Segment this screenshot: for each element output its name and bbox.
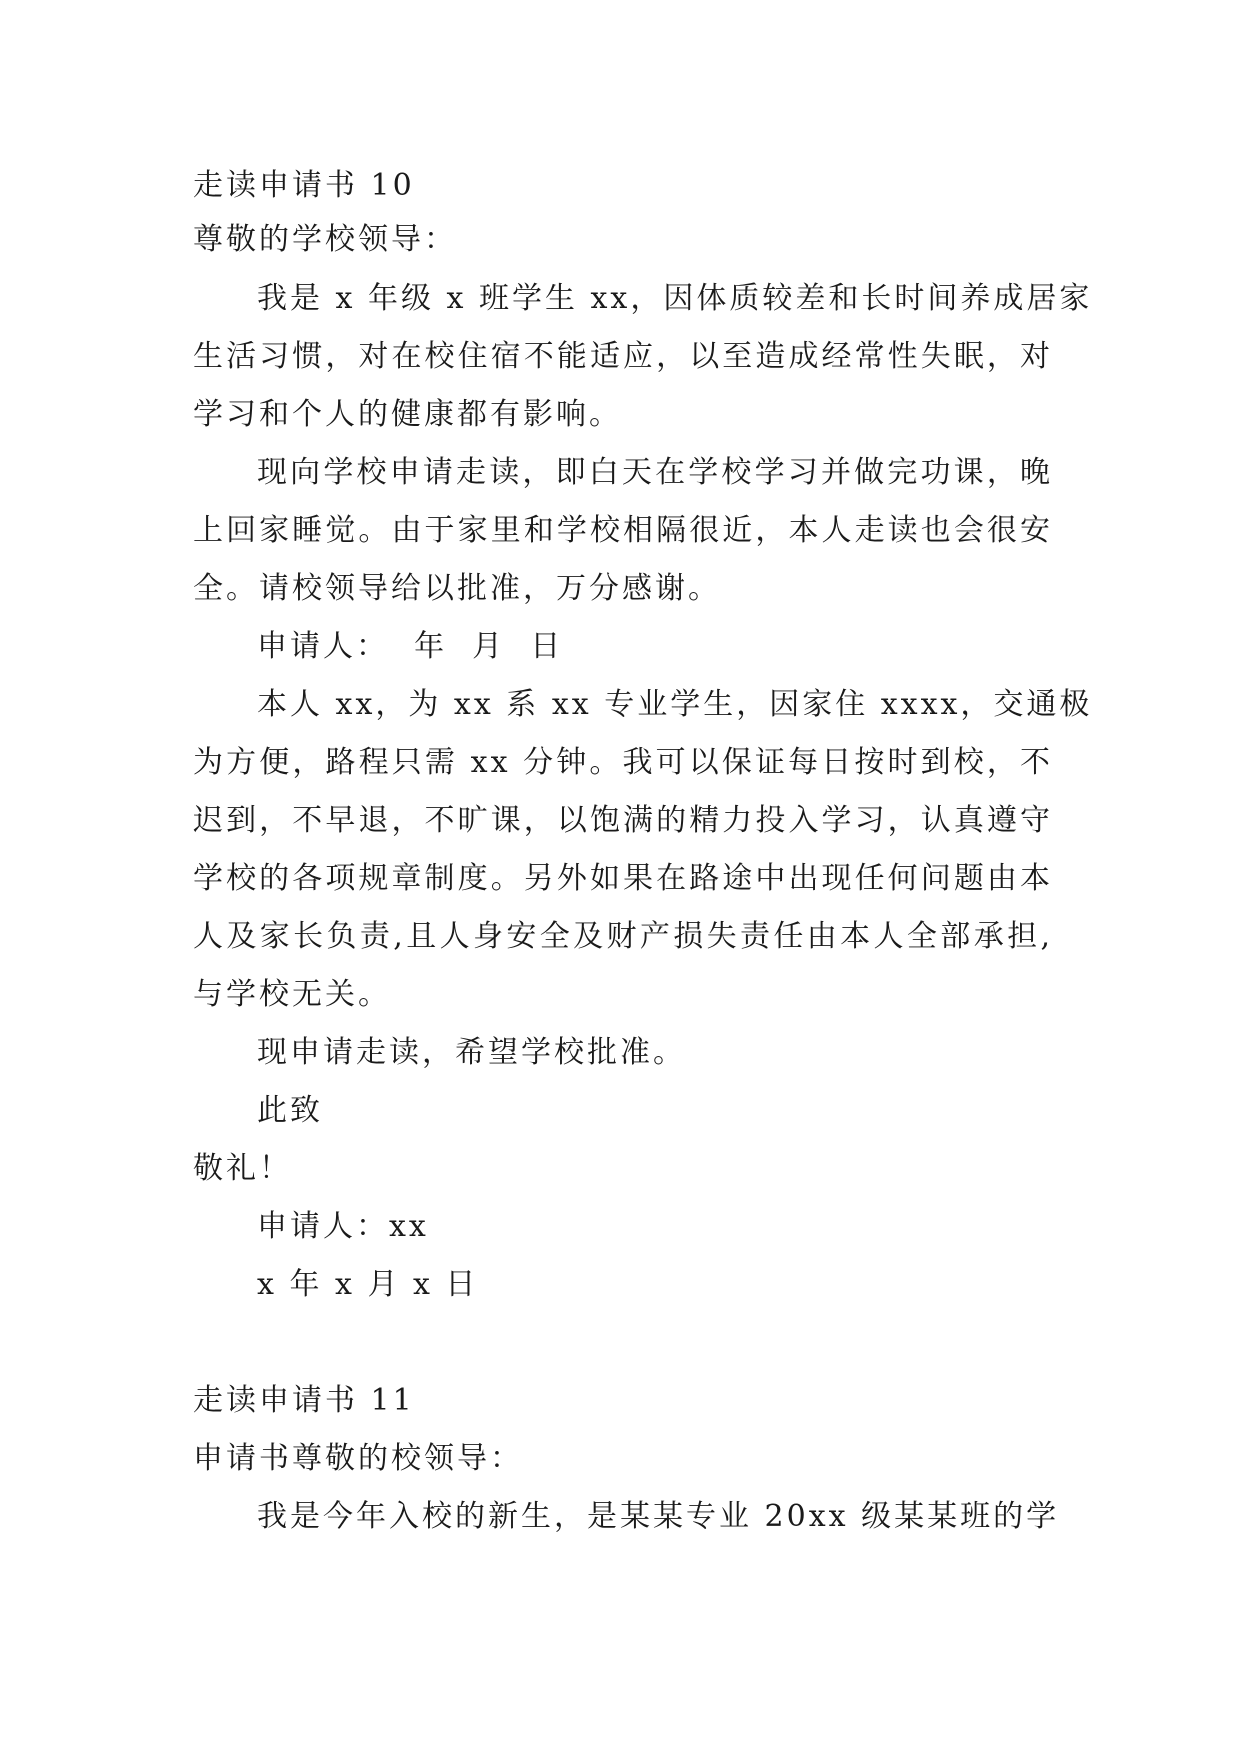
paragraph-line: 为方便，路程只需 xx 分钟。我可以保证每日按时到校，不 [193, 745, 1053, 780]
closing-line: 此致 [257, 1093, 323, 1128]
paragraph-line: 全。请校领导给以批准，万分感谢。 [193, 571, 721, 606]
date-line: x 年 x 月 x 日 [257, 1267, 479, 1302]
closing-salute: 敬礼！ [193, 1151, 292, 1186]
section-10-title: 走读申请书 10 [193, 168, 415, 203]
paragraph-line: 学校的各项规章制度。另外如果在路途中出现任何问题由本 [193, 861, 1053, 896]
paragraph-line: 人及家长负责,且人身安全及财产损失责任由本人全部承担, [193, 919, 1053, 954]
request-line: 现申请走读，希望学校批准。 [257, 1035, 686, 1070]
section-11-salutation: 申请书尊敬的校领导： [193, 1441, 523, 1476]
paragraph-line: 迟到，不早退，不旷课，以饱满的精力投入学习，认真遵守 [193, 803, 1053, 838]
applicant-line: 申请人：xx [257, 1209, 429, 1244]
paragraph-line: 学习和个人的健康都有影响。 [193, 397, 622, 432]
paragraph-line: 与学校无关。 [193, 977, 391, 1012]
paragraph-line: 现向学校申请走读，即白天在学校学习并做完功课，晚 [257, 455, 1053, 490]
section-10-salutation: 尊敬的学校领导： [193, 222, 457, 257]
paragraph-line: 我是 x 年级 x 班学生 xx，因体质较差和长时间养成居家 [257, 281, 1093, 316]
paragraph-line: 本人 xx，为 xx 系 xx 专业学生，因家住 xxxx，交通极 [257, 687, 1093, 722]
paragraph-line: 上回家睡觉。由于家里和学校相隔很近，本人走读也会很安 [193, 513, 1053, 548]
paragraph-line: 生活习惯，对在校住宿不能适应，以至造成经常性失眠，对 [193, 339, 1053, 374]
section-11-title: 走读申请书 11 [193, 1383, 415, 1418]
signature-line: 申请人： 年 月 日 [257, 629, 564, 664]
paragraph-line: 我是今年入校的新生，是某某专业 20xx 级某某班的学 [257, 1499, 1060, 1534]
